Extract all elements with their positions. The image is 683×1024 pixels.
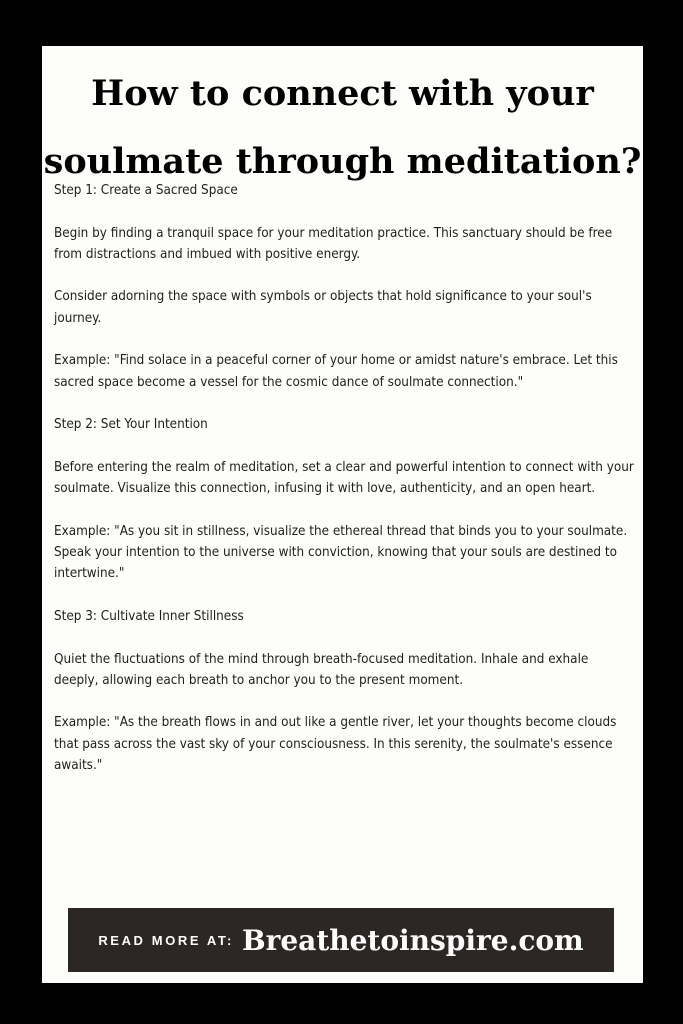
read-more-banner[interactable] — [68, 908, 614, 972]
step-paragraph: Begin by finding a tranquil space for your meditation practice. This sanctuary should be free from distractions and imbued with positive energy. — [54, 225, 613, 262]
step-heading: Step 2: Set Your Intention — [54, 417, 208, 433]
step-example: Example: "Find solace in a peaceful corner of your home or amidst nature's embrace. Let this sacred space become a vessel for the cosmic dance of soulmate connection." — [54, 353, 618, 390]
step-heading: Step 1: Create a Sacred Space — [54, 183, 238, 198]
step-heading: Step 3: Cultivate Inner Stillness — [54, 608, 244, 624]
article-body — [54, 180, 636, 798]
read-more-label: READ MORE AT: — [98, 932, 234, 948]
step-example: Example: "As you sit in stillness, visualize the ethereal thread that binds you to your soulmate. Speak your intention to the universe with conviction, knowing that your souls are destined to intertwine." — [54, 523, 628, 582]
site-link[interactable]: Breathetoinspire.com — [241, 923, 584, 957]
step-paragraph: Before entering the realm of meditation, set a clear and powerful intention to connect with your soulmate. Visualize this connection, infusing it with love, authenticity, and an open heart. — [54, 459, 634, 497]
step-paragraph: Quiet the fluctuations of the mind through breath-focused meditation. Inhale and exhale deeply, allowing each breath to anchor you to the present moment. — [54, 651, 589, 688]
article-title: How to connect with your soulmate through meditation? — [43, 73, 642, 182]
step-paragraph: Consider adorning the space with symbols or objects that hold significance to your soul's journey. — [54, 289, 592, 326]
article-card — [42, 46, 643, 983]
step-example: Example: "As the breath flows in and out like a gentle river, let your thoughts become clouds that pass across the vast sky of your consciousness. In this serenity, the soulmate's essence awaits." — [54, 715, 617, 774]
